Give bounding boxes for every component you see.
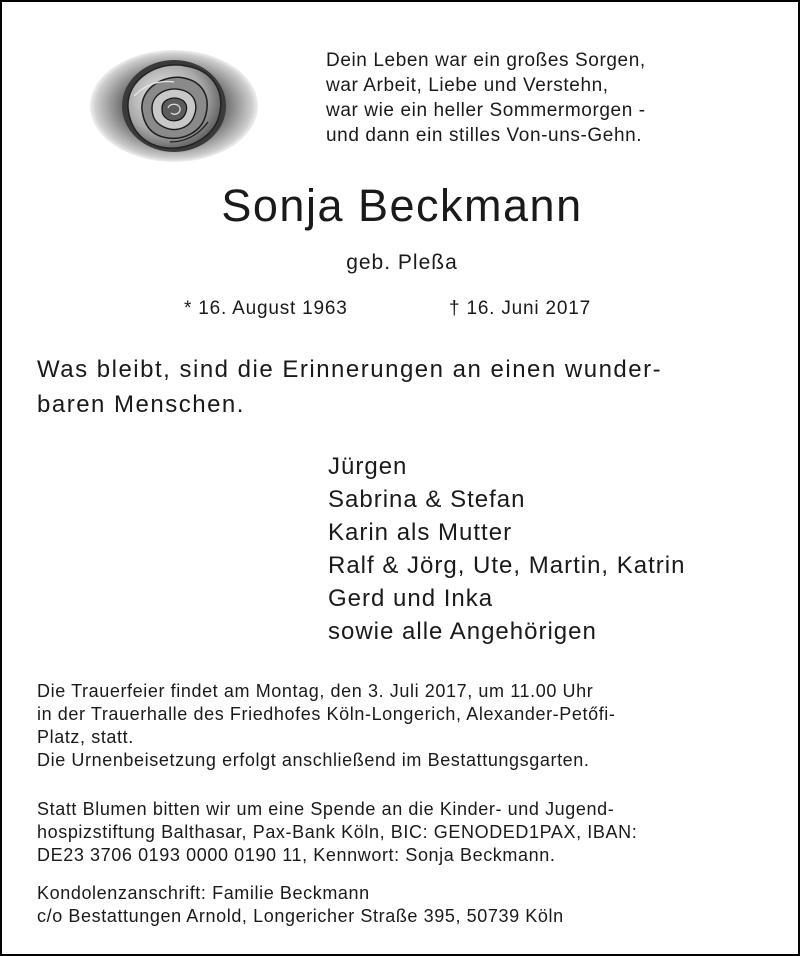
mourner-entry: Sabrina & Stefan [328,486,526,513]
donation-line: hospizstiftung Balthasar, Pax-Bank Köln, BIC: GENODED1PAX, IBAN: [37,822,638,842]
death-date: † 16. Juni 2017 [449,298,591,319]
mourner-entry: sowie alle Angehörigen [328,618,597,645]
ceremony-line: in der Trauerhalle des Friedhofes Köln-Longerich, Alexander-Petőfi- [37,704,616,724]
birth-date: * 16. August 1963 [184,298,348,319]
mourner-entry: Ralf & Jörg, Ute, Martin, Katrin [328,552,686,579]
poem-line: und dann ein stilles Von-uns-Gehn. [326,125,643,146]
memory-text [37,352,767,422]
mourner-entry: Karin als Mutter [328,519,513,546]
rose-image [90,50,258,162]
condolence-address [37,882,777,928]
mourners-list [328,450,685,648]
ceremony-info [37,680,777,772]
ceremony-line: Platz, statt. [37,727,134,747]
donation-info [37,798,777,867]
ceremony-line: Die Urnenbeisetzung erfolgt anschließend im Bestattungsgarten. [37,750,590,770]
mourner-entry: Gerd und Inka [328,585,494,612]
memory-line: Was bleibt, sind die Erinnerungen an einen wunder- [37,356,663,383]
address-line: c/o Bestattungen Arnold, Longericher Straße 395, 50739 Köln [37,906,564,926]
deceased-name: Sonja Beckmann [221,180,583,231]
address-line: Kondolenzanschrift: Familie Beckmann [37,883,370,903]
donation-line: Statt Blumen bitten wir um eine Spende an die Kinder- und Jugend- [37,799,615,819]
poem-line: war Arbeit, Liebe und Verstehn, [326,75,609,96]
mourner-entry: Jürgen [328,453,408,480]
poem-line: war wie ein heller Sommermorgen - [326,100,646,121]
poem [326,48,746,148]
poem-line: Dein Leben war ein großes Sorgen, [326,50,646,71]
birth-name: geb. Pleßa [346,251,458,274]
ceremony-line: Die Trauerfeier findet am Montag, den 3. Juli 2017, um 11.00 Uhr [37,681,594,701]
memory-line: baren Menschen. [37,391,245,418]
donation-line: DE23 3706 0193 0000 0190 11, Kennwort: Sonja Beckmann. [37,845,556,865]
